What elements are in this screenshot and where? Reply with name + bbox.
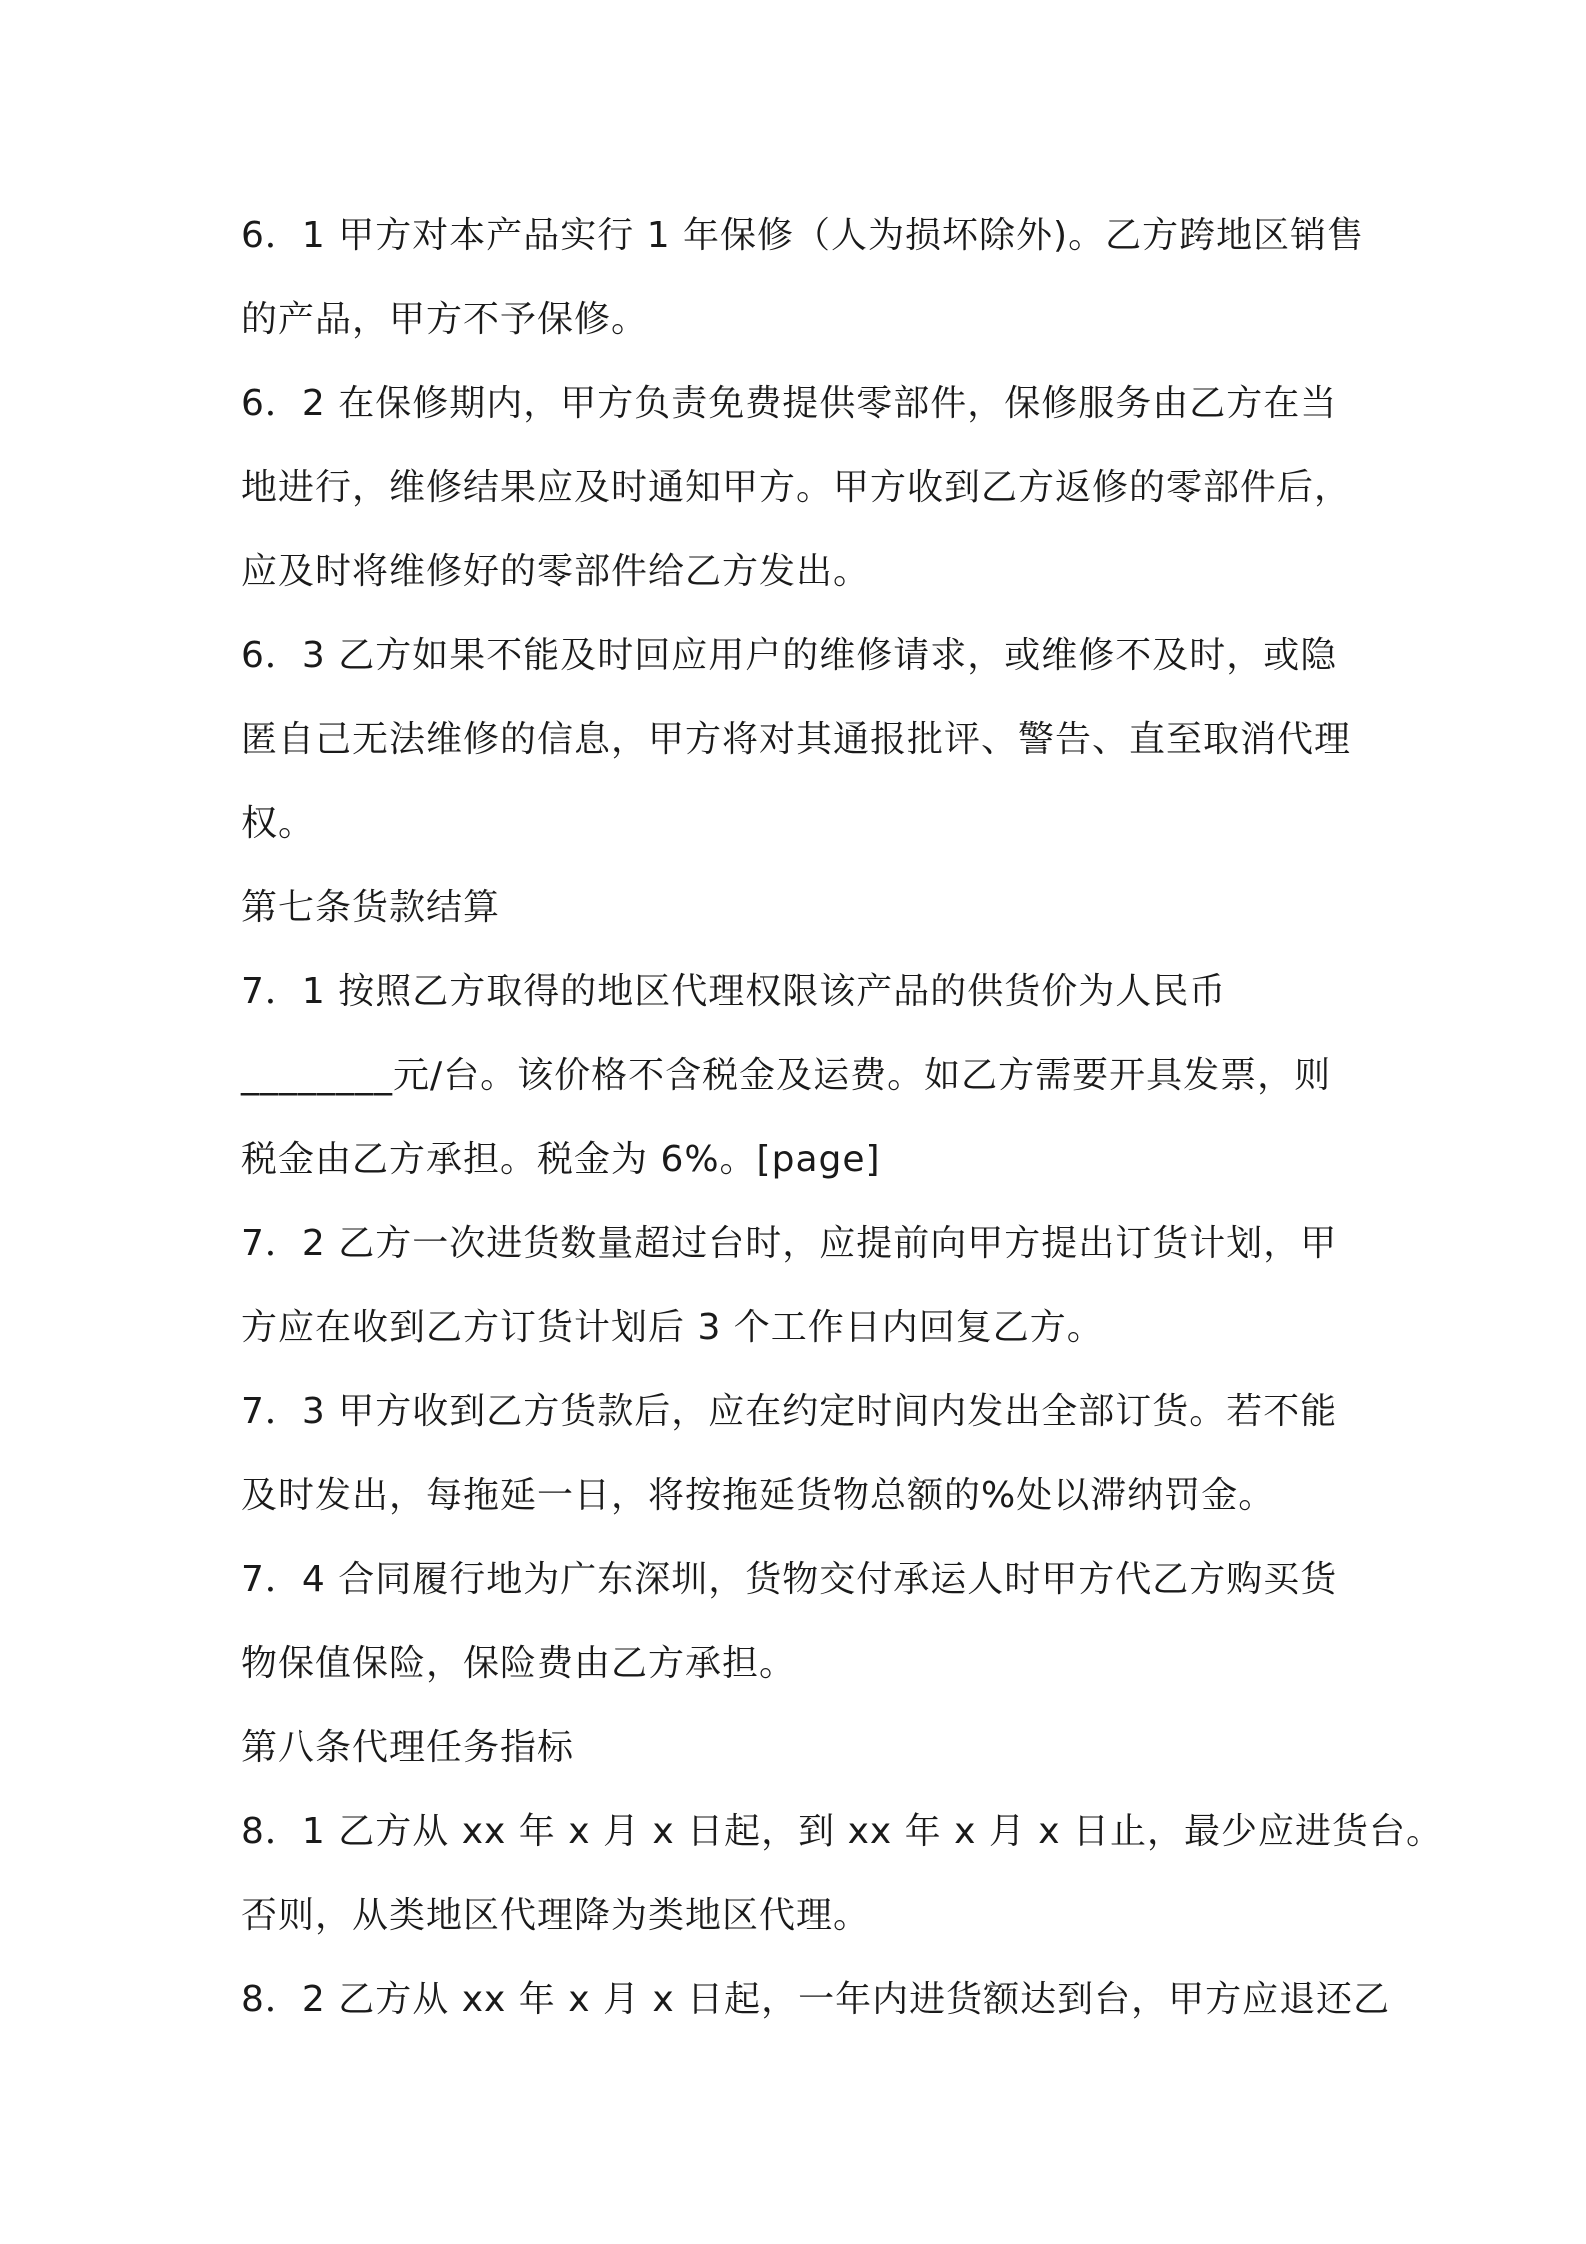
clause-7-3-line-2: 及时发出，每拖延一日，将按拖延货物总额的%处以滞纳罚金。: [241, 1475, 1276, 1516]
clause-7-4-line-1: 7．4 合同履行地为广东深圳，货物交付承运人时甲方代乙方购买货: [241, 1559, 1338, 1600]
clause-6-3-line-1: 6．3 乙方如果不能及时回应用户的维修请求，或维修不及时，或隐: [241, 635, 1338, 676]
clause-8-2-line-1: 8．2 乙方从 xx 年 x 月 x 日起，一年内进货额达到台，甲方应退还乙: [241, 1979, 1391, 2020]
clause-6-3-line-3: 权。: [241, 803, 316, 844]
clause-8-1-line-1: 8．1 乙方从 xx 年 x 月 x 日起，到 xx 年 x 月 x 日止，最少应进货台。: [241, 1811, 1444, 1852]
clause-7-1-line-2: ________元/台。该价格不含税金及运费。如乙方需要开具发票，则: [241, 1055, 1332, 1096]
clause-6-3-line-2: 匿自己无法维修的信息，甲方将对其通报批评、警告、直至取消代理: [241, 719, 1352, 760]
clause-7-1-line-1: 7．1 按照乙方取得的地区代理权限该产品的供货价为人民币: [241, 971, 1227, 1012]
article-8-heading: 第八条代理任务指标: [241, 1727, 575, 1768]
clause-6-2-line-2: 地进行，维修结果应及时通知甲方。甲方收到乙方返修的零部件后，: [241, 467, 1352, 508]
clause-8-1-line-2: 否则，从类地区代理降为类地区代理。: [241, 1895, 871, 1936]
clause-7-3-line-1: 7．3 甲方收到乙方货款后，应在约定时间内发出全部订货。若不能: [241, 1391, 1338, 1432]
clause-7-4-line-2: 物保值保险，保险费由乙方承担。: [241, 1643, 797, 1684]
document-body: [241, 194, 1444, 2042]
clause-7-1-line-3: 税金由乙方承担。税金为 6%。[page]: [241, 1139, 881, 1180]
article-7-heading: 第七条货款结算: [241, 887, 501, 928]
clause-7-2-line-2: 方应在收到乙方订货计划后 3 个工作日内回复乙方。: [241, 1307, 1104, 1348]
clause-7-2-line-1: 7．2 乙方一次进货数量超过台时，应提前向甲方提出订货计划，甲: [241, 1223, 1338, 1264]
clause-6-2-line-3: 应及时将维修好的零部件给乙方发出。: [241, 551, 871, 592]
clause-6-1-line-1: 6．1 甲方对本产品实行 1 年保修（人为损坏除外)。乙方跨地区销售: [241, 215, 1365, 256]
clause-6-1-line-2: 的产品，甲方不予保修。: [241, 299, 649, 340]
clause-6-2-line-1: 6．2 在保修期内，甲方负责免费提供零部件，保修服务由乙方在当: [241, 383, 1338, 424]
